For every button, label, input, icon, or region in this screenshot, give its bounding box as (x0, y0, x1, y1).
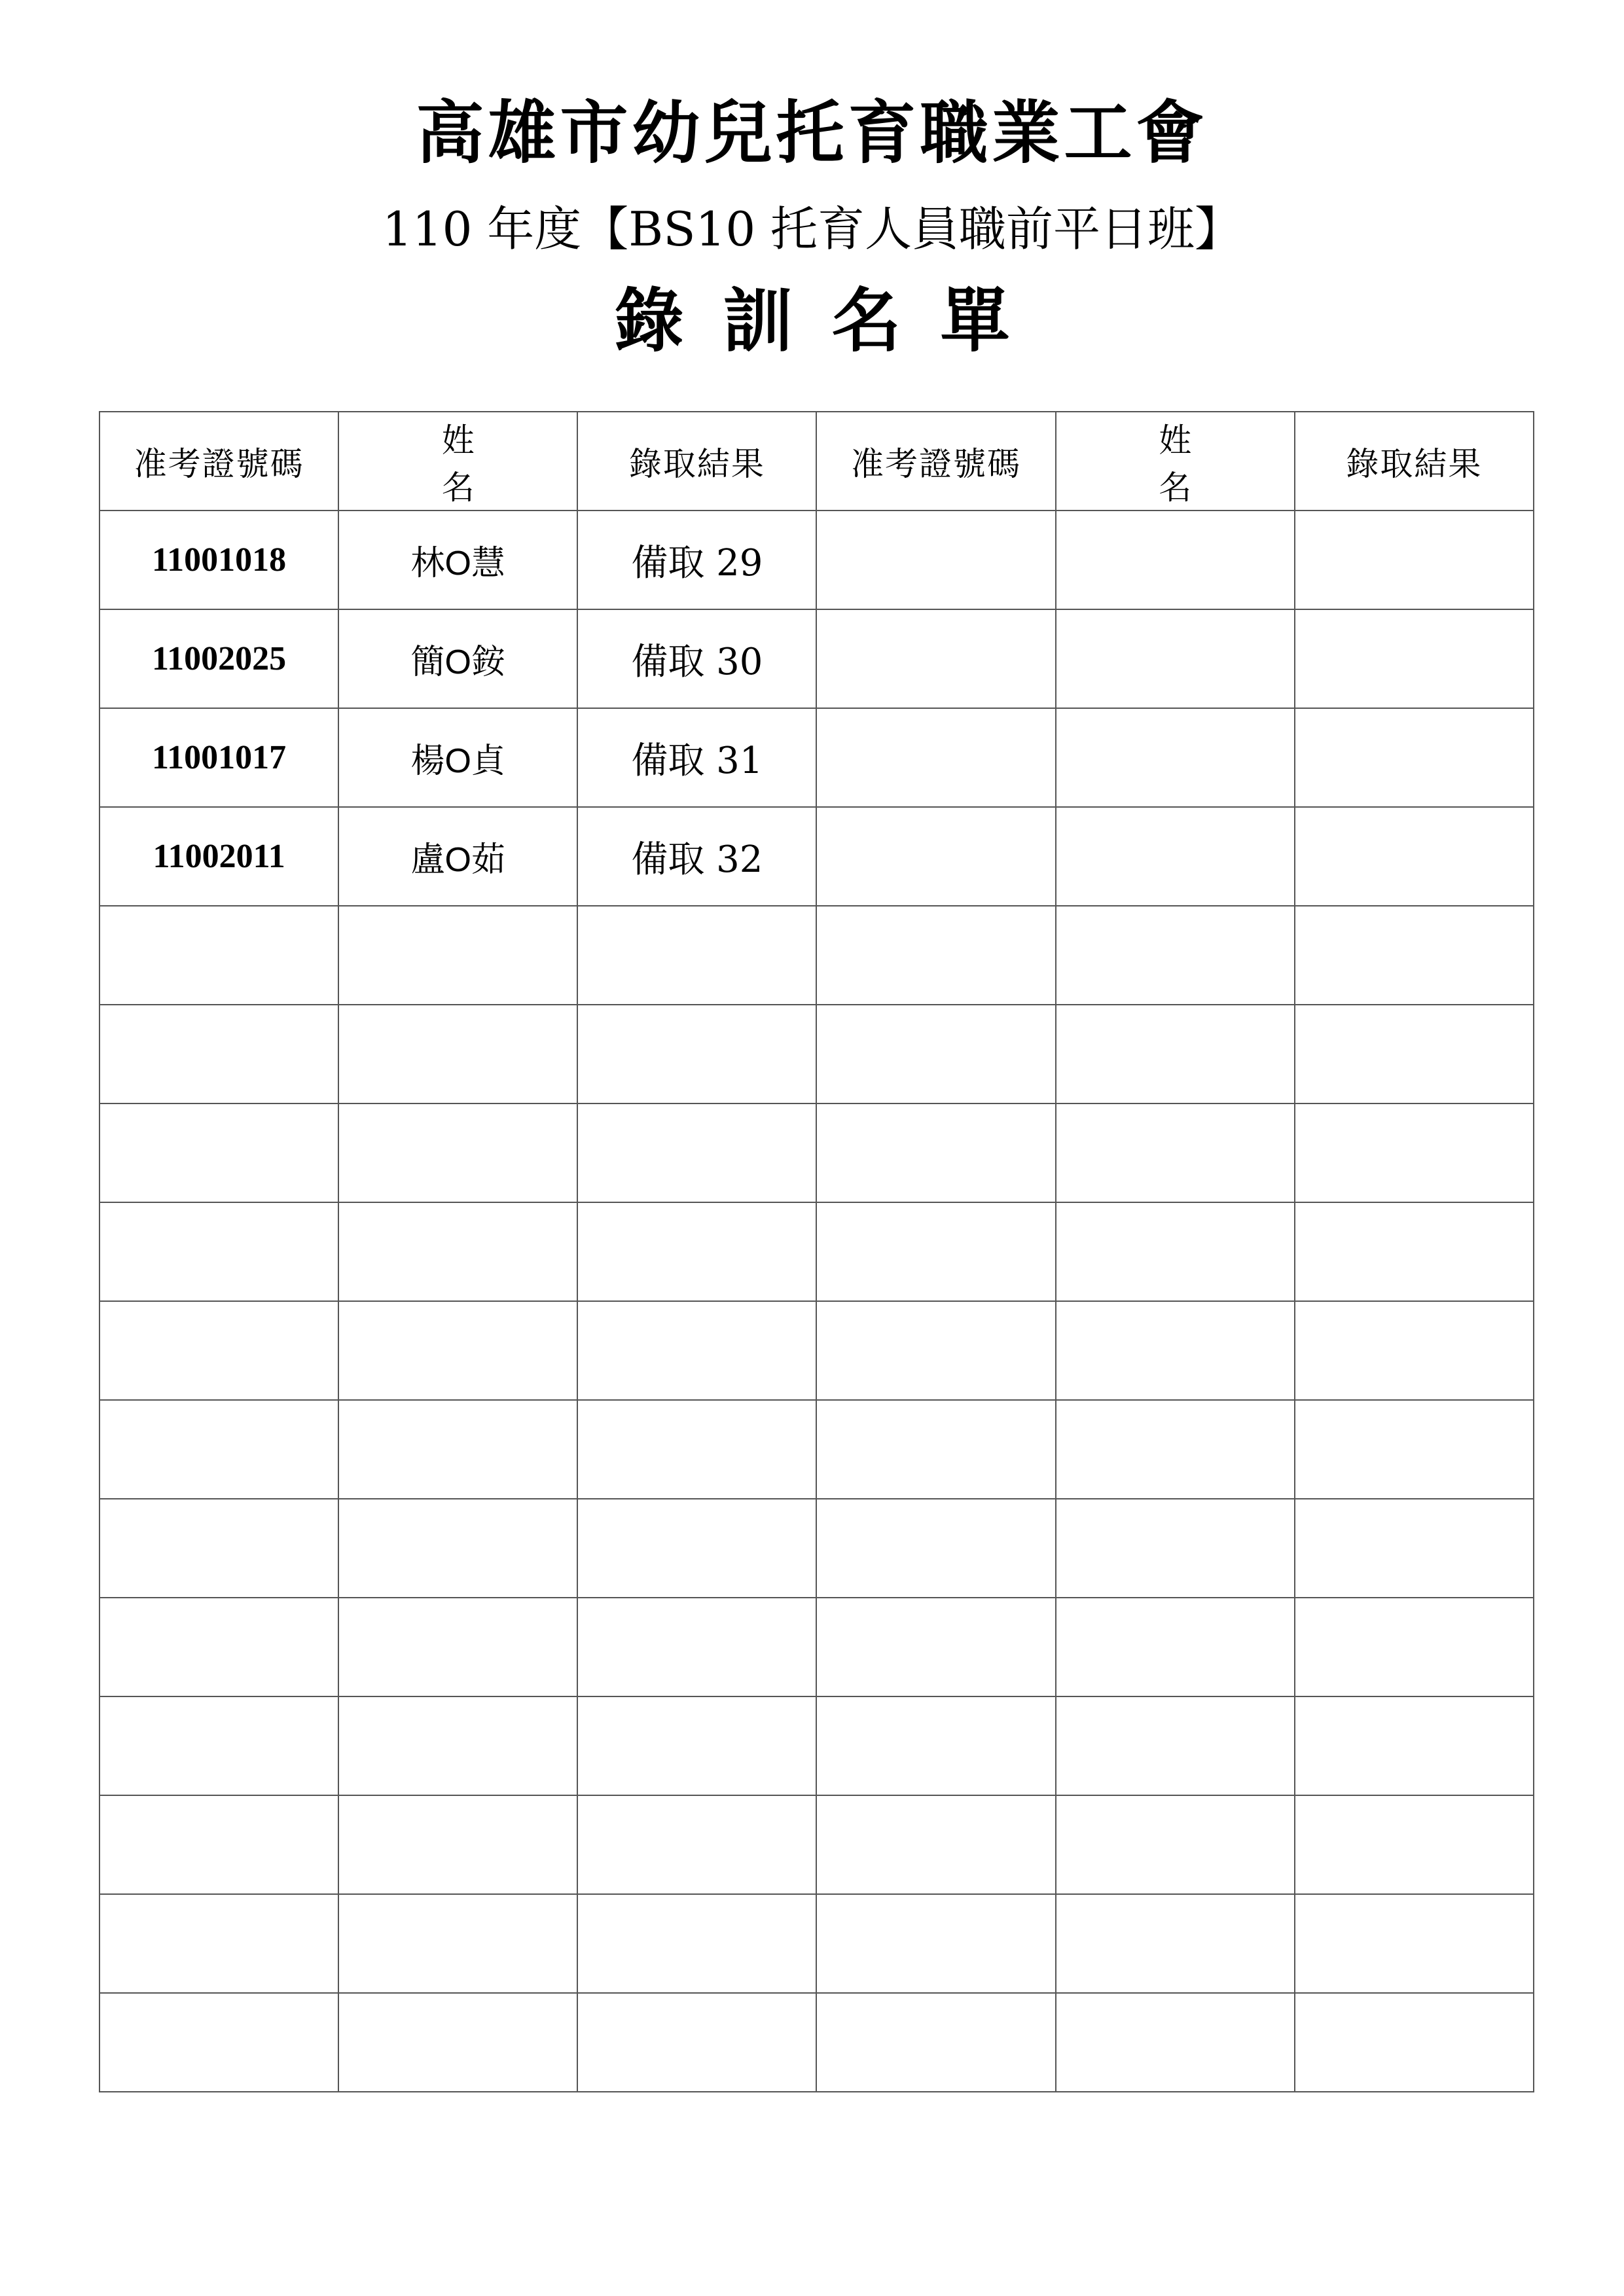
exam-id-cell (816, 511, 1055, 609)
result-cell (1295, 807, 1534, 906)
name-cell (1056, 1301, 1295, 1400)
exam-id-cell (816, 1598, 1055, 1696)
exam-id-cell (99, 906, 338, 1005)
exam-id-cell (816, 708, 1055, 807)
exam-id-cell (816, 807, 1055, 906)
result-cell (1295, 906, 1534, 1005)
result-cell: 備取 31 (577, 708, 816, 807)
result-cell (577, 1103, 816, 1202)
result-cell (1295, 1005, 1534, 1103)
name-cell (1056, 1499, 1295, 1598)
exam-id-cell (99, 1005, 338, 1103)
result-cell (1295, 1696, 1534, 1795)
result-cell (1295, 511, 1534, 609)
result-cell (577, 1400, 816, 1499)
result-cell (577, 1993, 816, 2092)
exam-id-cell (816, 609, 1055, 708)
table-row (99, 708, 1534, 807)
table-row (99, 1993, 1534, 2092)
exam-id-cell (99, 1598, 338, 1696)
name-cell (338, 1993, 577, 2092)
admission-table (99, 411, 1534, 2092)
table-row (99, 511, 1534, 609)
table-row (99, 906, 1534, 1005)
result-cell: 備取 30 (577, 609, 816, 708)
name-cell (338, 1005, 577, 1103)
name-cell (1056, 708, 1295, 807)
exam-id-cell (99, 1696, 338, 1795)
name-cell (1056, 1103, 1295, 1202)
table-row (99, 1202, 1534, 1301)
name-cell (1056, 1795, 1295, 1894)
result-cell (577, 906, 816, 1005)
name-cell (1056, 609, 1295, 708)
exam-id-cell (816, 1993, 1055, 2092)
name-cell: 林O慧 (338, 511, 577, 609)
result-cell (1295, 1598, 1534, 1696)
exam-id-cell (816, 1202, 1055, 1301)
header-name: 姓名 (1056, 412, 1295, 511)
exam-id-cell: 11002025 (99, 609, 338, 708)
name-cell (338, 1499, 577, 1598)
result-cell (1295, 1301, 1534, 1400)
result-cell (577, 1894, 816, 1993)
table-row (99, 1301, 1534, 1400)
course-title: 110 年度【BS10 托育人員職前平日班】 (382, 202, 1242, 257)
table-row (99, 1795, 1534, 1894)
result-cell (1295, 1400, 1534, 1499)
name-cell: 楊O貞 (338, 708, 577, 807)
exam-id-cell (99, 1301, 338, 1400)
result-cell (577, 1795, 816, 1894)
exam-id-cell: 11001017 (99, 708, 338, 807)
exam-id-cell (99, 1894, 338, 1993)
list-title: 錄訓名單 (614, 279, 1049, 361)
name-cell (338, 1696, 577, 1795)
organization-title: 高雄市幼兒托育職業工會 (416, 92, 1208, 173)
result-cell (1295, 708, 1534, 807)
table-row (99, 1894, 1534, 1993)
header-name: 姓名 (338, 412, 577, 511)
header-exam-id: 准考證號碼 (816, 412, 1055, 511)
name-cell (1056, 1598, 1295, 1696)
exam-id-cell (816, 1103, 1055, 1202)
result-cell (577, 1598, 816, 1696)
result-cell (577, 1696, 816, 1795)
exam-id-cell (99, 1103, 338, 1202)
exam-id-cell (99, 1202, 338, 1301)
name-cell (338, 1795, 577, 1894)
exam-id-cell (816, 1005, 1055, 1103)
header-result: 錄取結果 (577, 412, 816, 511)
result-cell (1295, 1894, 1534, 1993)
table-body (99, 511, 1534, 2092)
exam-id-cell (99, 1795, 338, 1894)
result-cell (1295, 1993, 1534, 2092)
table-row (99, 1103, 1534, 1202)
name-cell: 盧O茹 (338, 807, 577, 906)
table-row (99, 1696, 1534, 1795)
name-cell (1056, 1894, 1295, 1993)
name-cell (338, 1103, 577, 1202)
exam-id-cell: 11001018 (99, 511, 338, 609)
name-cell (1056, 1005, 1295, 1103)
exam-id-cell (816, 1894, 1055, 1993)
result-cell (1295, 1103, 1534, 1202)
name-cell (1056, 906, 1295, 1005)
table-row (99, 1499, 1534, 1598)
exam-id-cell (816, 906, 1055, 1005)
name-cell: 簡O銨 (338, 609, 577, 708)
name-cell (338, 1301, 577, 1400)
name-cell (1056, 1696, 1295, 1795)
result-cell (1295, 1202, 1534, 1301)
name-cell (1056, 1202, 1295, 1301)
header-result: 錄取結果 (1295, 412, 1534, 511)
table-row (99, 1005, 1534, 1103)
name-cell (338, 1202, 577, 1301)
exam-id-cell (99, 1993, 338, 2092)
name-cell (1056, 1400, 1295, 1499)
result-cell (577, 1005, 816, 1103)
header-exam-id: 准考證號碼 (99, 412, 338, 511)
table-row (99, 1598, 1534, 1696)
exam-id-cell (816, 1696, 1055, 1795)
exam-id-cell (99, 1400, 338, 1499)
result-cell (577, 1499, 816, 1598)
result-cell (1295, 1795, 1534, 1894)
exam-id-cell (816, 1400, 1055, 1499)
name-cell (1056, 511, 1295, 609)
result-cell: 備取 32 (577, 807, 816, 906)
name-cell (1056, 807, 1295, 906)
result-cell (1295, 1499, 1534, 1598)
exam-id-cell (816, 1499, 1055, 1598)
exam-id-cell: 11002011 (99, 807, 338, 906)
result-cell (1295, 609, 1534, 708)
result-cell (577, 1202, 816, 1301)
name-cell (338, 1400, 577, 1499)
table-row (99, 807, 1534, 906)
exam-id-cell (816, 1795, 1055, 1894)
table-row (99, 1400, 1534, 1499)
exam-id-cell (99, 1499, 338, 1598)
result-cell (577, 1301, 816, 1400)
table-header-row (99, 412, 1534, 511)
table-row (99, 609, 1534, 708)
exam-id-cell (816, 1301, 1055, 1400)
name-cell (338, 906, 577, 1005)
name-cell (338, 1598, 577, 1696)
name-cell (1056, 1993, 1295, 2092)
name-cell (338, 1894, 577, 1993)
result-cell: 備取 29 (577, 511, 816, 609)
